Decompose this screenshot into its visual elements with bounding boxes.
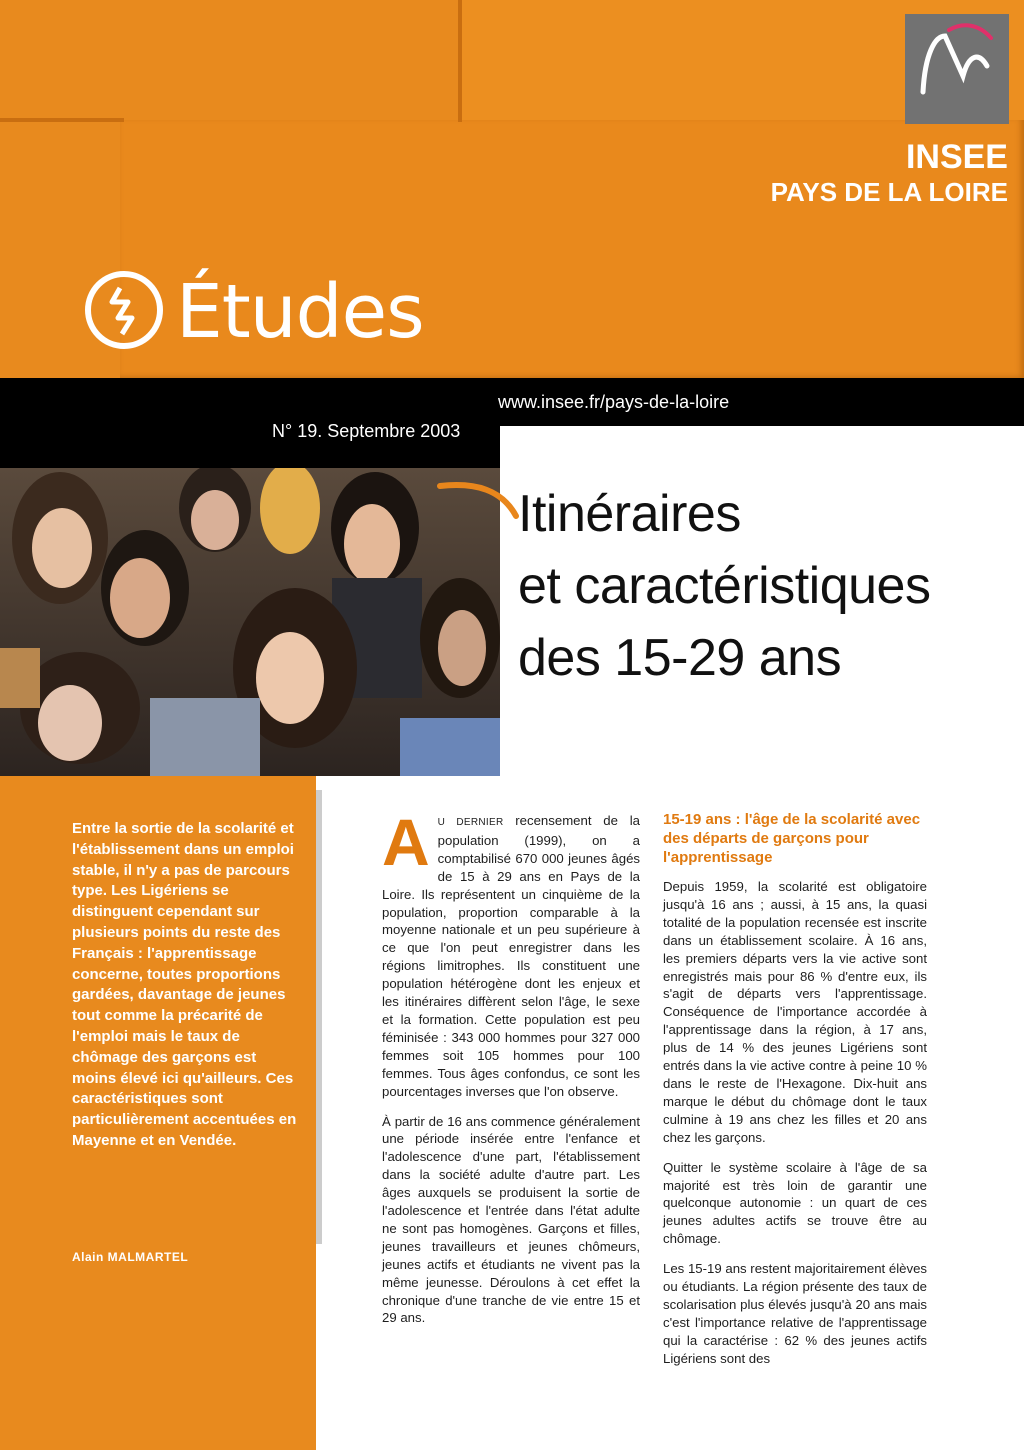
paragraph-text: recensement de la population (1999), on a comptabilisé 670 000 jeunes âgés de 15 à 29 ans en Pays de la Loire. Ils représentent un cinquième de la population, proportion comparable à la moyenne nationale et un peu supérieure à ce que l'on peut enregistrer dans les régions limitrophes. Ils constituent une population hétérogène dont les enjeux et les itinéraires diffèrent selon l'âge, le sexe et la formation. Cette population est peu féminisée : 343 000 hommes pour 327 000 femmes soit 105 hommes pour 100 femmes. Tous âges confondus, ce sont les pourcentages inverses que l'on observe. xyxy=(382,813,640,1099)
article-paragraph: Quitter le système scolaire à l'âge de sa majorité est très loin de garantir une quelconque autonomie : un quart de ces jeunes adultes actifs se trouve être au chômage. xyxy=(663,1159,927,1247)
crowd-photo xyxy=(0,468,500,776)
issue-number: N° 19. Septembre 2003 xyxy=(272,421,461,441)
drop-cap: A xyxy=(382,805,430,879)
org-region: PAYS DE LA LOIRE xyxy=(770,177,1008,207)
insee-logo-icon xyxy=(905,14,1009,124)
title-line: et caractéristiques xyxy=(518,557,931,615)
article-paragraph: À partir de 16 ans commence généralement une période insérée entre l'enfance et l'adolescence d'une part, l'établissement dans la société adulte d'autre part. Les âges auxquels se produisent la sortie de l'adolescence et l'entrée dans l'état adulte ne sont pas homogènes. Garçons et filles, jeunes travailleurs et jeunes chômeurs, jeunes actifs et étudiants ne vivent pas la même jeunesse. Déroulons à cet effet la chronique d'une tranche de vie entre 15 et 29 ans. xyxy=(382,1113,640,1326)
title-line: Itinéraires xyxy=(518,485,741,543)
header-shadow xyxy=(458,0,462,122)
article-column-1 xyxy=(382,805,640,1339)
etudes-logo-icon xyxy=(82,268,166,352)
website-link[interactable]: www.insee.fr/pays-de-la-loire xyxy=(498,392,730,412)
article-paragraph: Les 15-19 ans restent majoritairement élèves ou étudiants. La région présente des taux de scolarisation plus élevés jusqu'à 20 ans mais c'est l'importance relative de l'apprentissage qui la caractérise : 62 % des jeunes actifs Ligériens sont des xyxy=(663,1261,927,1366)
article-column-2 xyxy=(663,810,927,1380)
page-title xyxy=(518,478,930,694)
lead-smallcaps: U DERNIER xyxy=(437,817,504,828)
series-title: Études xyxy=(176,269,424,355)
org-name: INSEE xyxy=(905,138,1008,176)
title-line: des 15-29 ans xyxy=(518,629,842,687)
author-name: Alain MALMARTEL xyxy=(72,1250,189,1264)
article-paragraph: Depuis 1959, la scolarité est obligatoire jusqu'à 16 ans ; aussi, à 15 ans, la quasi totalité de la population recensée est inscrite dans un établissement scolaire. À 16 ans, les premiers départs vers la vie active sont enregistrés mais pour 86 % d'entre eux, ils s'agit de départs vers l'apprentissage. Conséquence de l'importance accordée à l'apprentissage dans la région, à 17 ans, plus de 14 % des jeunes Ligériens sont entrés dans la vie active contre à peine 10 % dans le reste de l'Hexagone. Dix-huit ans marque le début du chômage dont le taux culmine à 19 ans chez les filles et 20 ans chez les garçons. xyxy=(663,879,927,1145)
summary-text: Entre la sortie de la scolarité et l'établissement dans un emploi stable, il n'y a pas de parcours type. Les Ligériens se distinguent cependant sur plusieurs points du reste des Français : l'apprentissage concerne, toutes proportions gardées, davantage de jeunes tout comme la précarité de l'emploi mais le taux de chômage des garçons est moins élevé ici qu'ailleurs. Ces caractéristiques sont particulièrement accentuées en Mayenne et en Vendée. xyxy=(72,820,297,1149)
article-paragraph xyxy=(382,805,640,1101)
summary-panel-shadow xyxy=(316,790,322,1244)
section-heading: 15-19 ans : l'âge de la scolarité avec des départs de garçons pour l'apprentissage xyxy=(663,811,921,866)
header-shadow xyxy=(0,118,124,122)
